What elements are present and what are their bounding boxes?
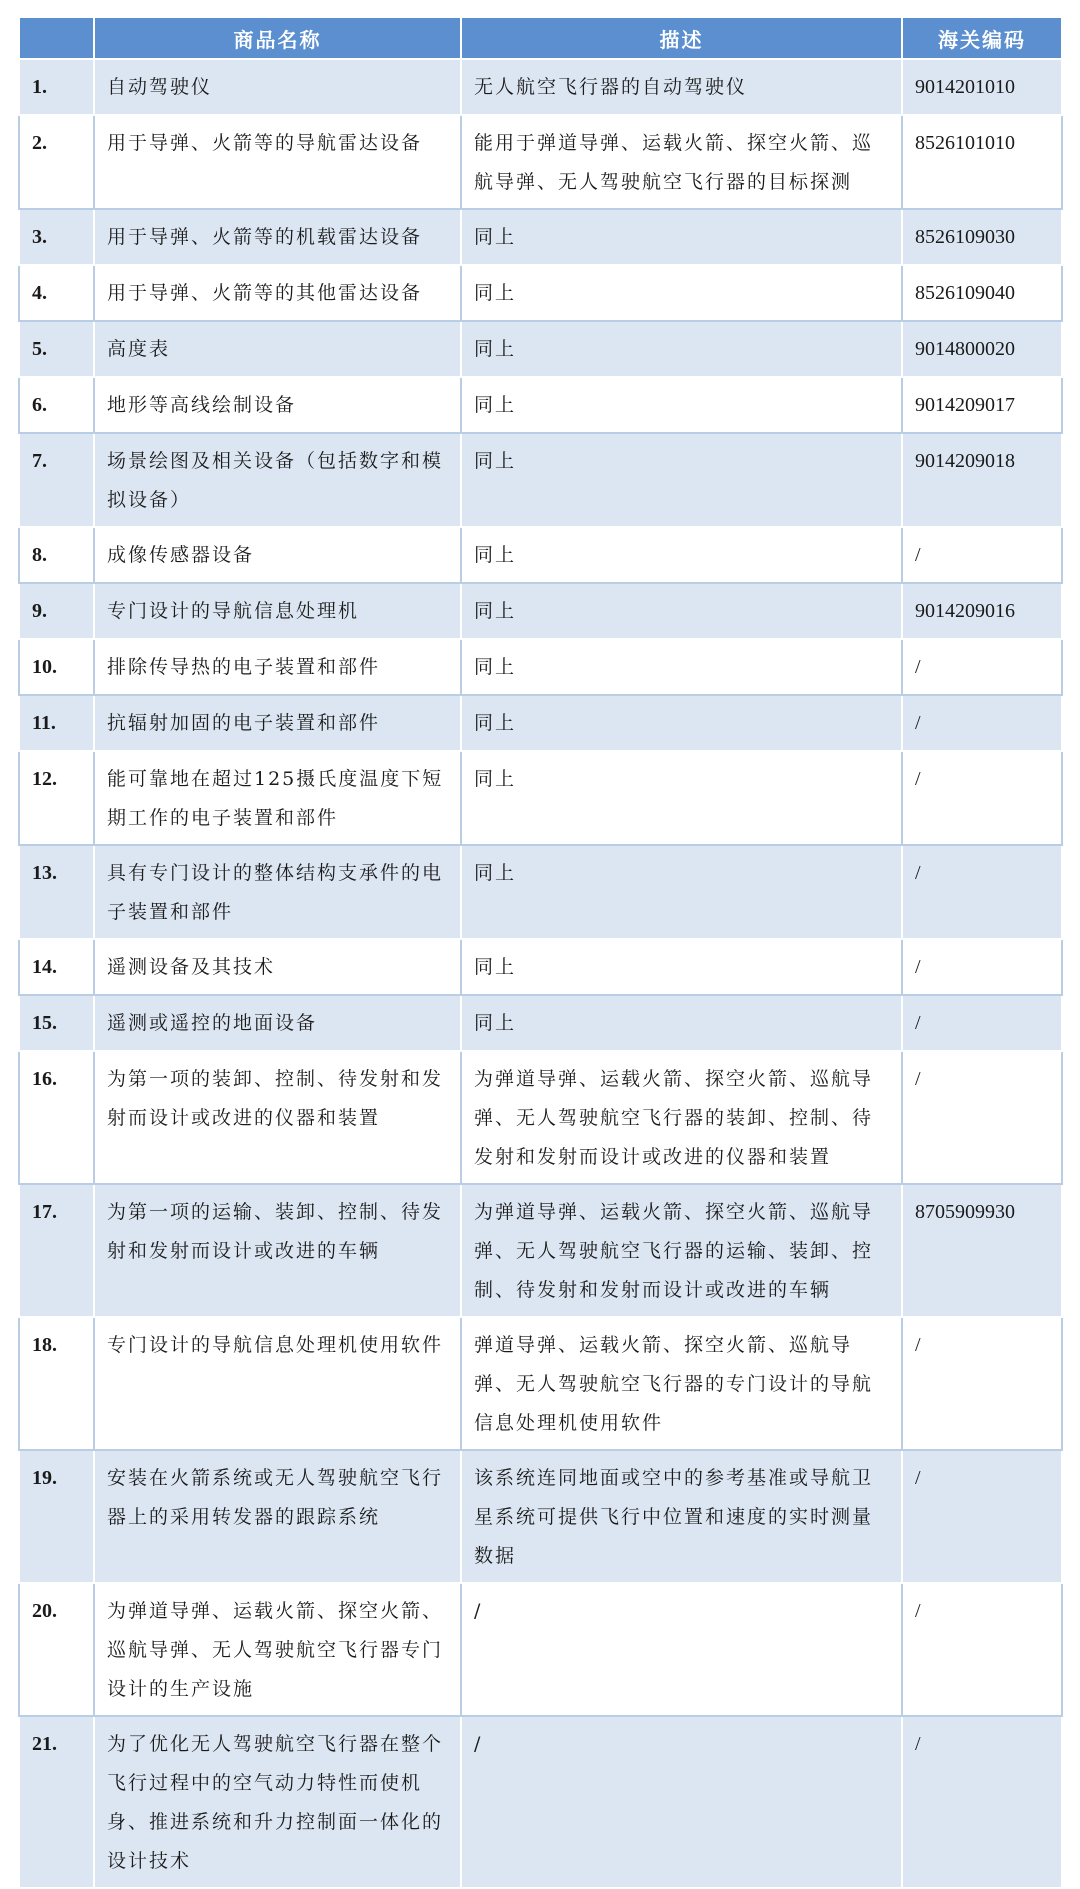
description: 同上 bbox=[461, 265, 902, 321]
product-name: 具有专门设计的整体结构支承件的电子装置和部件 bbox=[94, 845, 461, 939]
table-row bbox=[19, 1184, 1062, 1317]
table-container bbox=[18, 16, 1061, 1889]
table-row bbox=[19, 433, 1062, 527]
description: 无人航空飞行器的自动驾驶仪 bbox=[461, 59, 902, 115]
row-number: 19. bbox=[19, 1450, 94, 1583]
description: / bbox=[461, 1716, 902, 1888]
product-name: 成像传感器设备 bbox=[94, 527, 461, 583]
description: 同上 bbox=[461, 751, 902, 845]
description: / bbox=[461, 1583, 902, 1716]
row-number: 17. bbox=[19, 1184, 94, 1317]
row-number: 4. bbox=[19, 265, 94, 321]
row-number: 2. bbox=[19, 115, 94, 209]
customs-code: 9014209018 bbox=[902, 433, 1062, 527]
table-row bbox=[19, 1317, 1062, 1450]
row-number: 10. bbox=[19, 639, 94, 695]
table-row bbox=[19, 639, 1062, 695]
customs-code: 8705909930 bbox=[902, 1184, 1062, 1317]
header-description: 描述 bbox=[461, 17, 902, 59]
customs-code: / bbox=[902, 695, 1062, 751]
product-name: 用于导弹、火箭等的其他雷达设备 bbox=[94, 265, 461, 321]
row-number: 3. bbox=[19, 209, 94, 265]
row-number: 11. bbox=[19, 695, 94, 751]
header-product-name: 商品名称 bbox=[94, 17, 461, 59]
table-row bbox=[19, 321, 1062, 377]
header-customs-code: 海关编码 bbox=[902, 17, 1062, 59]
row-number: 9. bbox=[19, 583, 94, 639]
description: 同上 bbox=[461, 695, 902, 751]
product-name: 用于导弹、火箭等的机载雷达设备 bbox=[94, 209, 461, 265]
row-number: 15. bbox=[19, 995, 94, 1051]
customs-code: / bbox=[902, 639, 1062, 695]
product-name: 能可靠地在超过125摄氏度温度下短期工作的电子装置和部件 bbox=[94, 751, 461, 845]
product-name: 地形等高线绘制设备 bbox=[94, 377, 461, 433]
description: 同上 bbox=[461, 845, 902, 939]
description: 同上 bbox=[461, 939, 902, 995]
row-number: 8. bbox=[19, 527, 94, 583]
product-name: 遥测或遥控的地面设备 bbox=[94, 995, 461, 1051]
customs-code: / bbox=[902, 527, 1062, 583]
row-number: 6. bbox=[19, 377, 94, 433]
description: 同上 bbox=[461, 433, 902, 527]
description: 同上 bbox=[461, 377, 902, 433]
customs-code: / bbox=[902, 751, 1062, 845]
description: 同上 bbox=[461, 321, 902, 377]
customs-code: 9014209017 bbox=[902, 377, 1062, 433]
row-number: 13. bbox=[19, 845, 94, 939]
product-name: 为第一项的装卸、控制、待发射和发射而设计或改进的仪器和装置 bbox=[94, 1051, 461, 1184]
table-row bbox=[19, 1051, 1062, 1184]
customs-code: / bbox=[902, 995, 1062, 1051]
customs-code: / bbox=[902, 1716, 1062, 1888]
product-name: 专门设计的导航信息处理机 bbox=[94, 583, 461, 639]
product-name: 安装在火箭系统或无人驾驶航空飞行器上的采用转发器的跟踪系统 bbox=[94, 1450, 461, 1583]
table-row bbox=[19, 845, 1062, 939]
product-name: 场景绘图及相关设备（包括数字和模拟设备） bbox=[94, 433, 461, 527]
description: 同上 bbox=[461, 527, 902, 583]
table-row bbox=[19, 583, 1062, 639]
product-name: 为了优化无人驾驶航空飞行器在整个飞行过程中的空气动力特性而使机身、推进系统和升力控制面一体化的设计技术 bbox=[94, 1716, 461, 1888]
table-row bbox=[19, 377, 1062, 433]
customs-code: / bbox=[902, 845, 1062, 939]
row-number: 16. bbox=[19, 1051, 94, 1184]
description: 弹道导弹、运载火箭、探空火箭、巡航导弹、无人驾驶航空飞行器的专门设计的导航信息处理机使用软件 bbox=[461, 1317, 902, 1450]
customs-code: 9014209016 bbox=[902, 583, 1062, 639]
row-number: 12. bbox=[19, 751, 94, 845]
product-name: 排除传导热的电子装置和部件 bbox=[94, 639, 461, 695]
table-row bbox=[19, 939, 1062, 995]
row-number: 5. bbox=[19, 321, 94, 377]
row-number: 21. bbox=[19, 1716, 94, 1888]
product-name: 专门设计的导航信息处理机使用软件 bbox=[94, 1317, 461, 1450]
description: 同上 bbox=[461, 583, 902, 639]
row-number: 14. bbox=[19, 939, 94, 995]
row-number: 20. bbox=[19, 1583, 94, 1716]
customs-code: / bbox=[902, 1051, 1062, 1184]
table-row bbox=[19, 751, 1062, 845]
customs-code: 9014800020 bbox=[902, 321, 1062, 377]
customs-code: / bbox=[902, 1583, 1062, 1716]
description: 同上 bbox=[461, 209, 902, 265]
table-header-row bbox=[19, 17, 1062, 59]
table-row bbox=[19, 527, 1062, 583]
table-row bbox=[19, 59, 1062, 115]
description: 为弹道导弹、运载火箭、探空火箭、巡航导弹、无人驾驶航空飞行器的运输、装卸、控制、待发射和发射而设计或改进的车辆 bbox=[461, 1184, 902, 1317]
customs-code: 9014201010 bbox=[902, 59, 1062, 115]
table-row bbox=[19, 1716, 1062, 1888]
product-name: 为第一项的运输、装卸、控制、待发射和发射而设计或改进的车辆 bbox=[94, 1184, 461, 1317]
customs-code: 8526101010 bbox=[902, 115, 1062, 209]
header-number bbox=[19, 17, 94, 59]
table-row bbox=[19, 209, 1062, 265]
customs-code: / bbox=[902, 1317, 1062, 1450]
customs-code: 8526109040 bbox=[902, 265, 1062, 321]
goods-table bbox=[18, 16, 1063, 1889]
customs-code: / bbox=[902, 1450, 1062, 1583]
table-row bbox=[19, 1450, 1062, 1583]
table-row bbox=[19, 995, 1062, 1051]
product-name: 为弹道导弹、运载火箭、探空火箭、巡航导弹、无人驾驶航空飞行器专门设计的生产设施 bbox=[94, 1583, 461, 1716]
customs-code: / bbox=[902, 939, 1062, 995]
row-number: 1. bbox=[19, 59, 94, 115]
table-row bbox=[19, 265, 1062, 321]
product-name: 抗辐射加固的电子装置和部件 bbox=[94, 695, 461, 751]
description: 能用于弹道导弹、运载火箭、探空火箭、巡航导弹、无人驾驶航空飞行器的目标探测 bbox=[461, 115, 902, 209]
description: 该系统连同地面或空中的参考基准或导航卫星系统可提供飞行中位置和速度的实时测量数据 bbox=[461, 1450, 902, 1583]
table-row bbox=[19, 1583, 1062, 1716]
description: 同上 bbox=[461, 995, 902, 1051]
description: 同上 bbox=[461, 639, 902, 695]
product-name: 自动驾驶仪 bbox=[94, 59, 461, 115]
table-row bbox=[19, 695, 1062, 751]
description: 为弹道导弹、运载火箭、探空火箭、巡航导弹、无人驾驶航空飞行器的装卸、控制、待发射和发射而设计或改进的仪器和装置 bbox=[461, 1051, 902, 1184]
product-name: 遥测设备及其技术 bbox=[94, 939, 461, 995]
row-number: 18. bbox=[19, 1317, 94, 1450]
table-row bbox=[19, 115, 1062, 209]
row-number: 7. bbox=[19, 433, 94, 527]
customs-code: 8526109030 bbox=[902, 209, 1062, 265]
product-name: 用于导弹、火箭等的导航雷达设备 bbox=[94, 115, 461, 209]
product-name: 高度表 bbox=[94, 321, 461, 377]
